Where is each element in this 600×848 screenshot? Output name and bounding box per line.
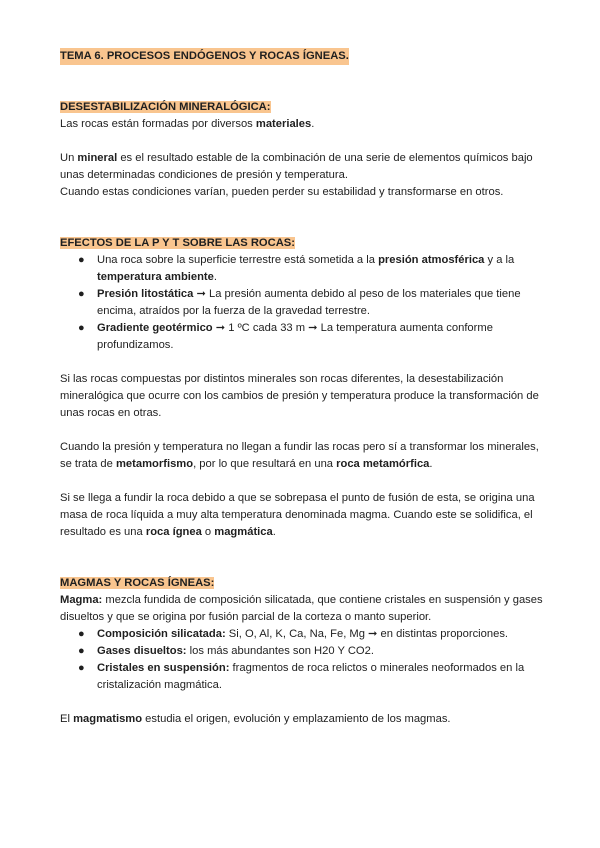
paragraph: Magma: mezcla fundida de composición silicatada, que contiene cristales en suspensión y gases disueltos y que se origina por fusión parcial de la corteza o manto superior.	[60, 594, 543, 623]
list-item: ● Una roca sobre la superficie terrestre está sometida a la presión atmosférica y a la temperatura ambiente.	[78, 254, 515, 283]
list-item: ● Gases disueltos: los más abundantes son H20 Y CO2.	[97, 643, 550, 660]
document-page	[60, 48, 550, 728]
paragraph: Si las rocas compuestas por distintos minerales son rocas diferentes, la desestabilización mineralógica que ocurre con los cambios de presión y temperatura produce la transformación de unas rocas en otras.	[60, 373, 539, 419]
section-desestabilizacion	[60, 99, 550, 201]
section-efectos	[60, 235, 550, 541]
bullet-icon: ●	[78, 288, 85, 300]
section-heading: MAGMAS Y ROCAS ÍGNEAS:	[60, 577, 215, 589]
section-heading: DESESTABILIZACIÓN MINERALÓGICA:	[60, 101, 271, 113]
paragraph: Cuando la presión y temperatura no llegan a fundir las rocas pero sí a transformar los minerales, se trata de metamorfismo, por lo que resultará en una roca metamórfica.	[60, 441, 539, 470]
paragraph: El magmatismo estudia el origen, evolución y emplazamiento de los magmas.	[60, 713, 451, 725]
bullet-list	[60, 626, 550, 694]
list-item: ● Presión litostática ➞ La presión aumenta debido al peso de los materiales que tiene encima, atraídos por la fuerza de la gravedad terrestre.	[78, 288, 521, 317]
bullet-icon: ●	[78, 662, 85, 674]
paragraph: Cuando estas condiciones varían, pueden perder su estabilidad y transformarse en otros.	[60, 186, 504, 198]
paragraph: Las rocas están formadas por diversos materiales.	[60, 118, 315, 130]
list-item: ● Gradiente geotérmico ➞ 1 ºC cada 33 m ➞ La temperatura aumenta conforme profundizamos.	[78, 322, 493, 351]
section-heading: EFECTOS DE LA P Y T SOBRE LAS ROCAS:	[60, 237, 295, 249]
bullet-icon: ●	[78, 645, 85, 657]
bullet-icon: ●	[78, 322, 85, 334]
section-magmas	[60, 575, 550, 728]
paragraph: Si se llega a fundir la roca debido a que se sobrepasa el punto de fusión de esta, se origina una masa de roca líquida a muy alta temperatura denominada magma. Cuando este se solidifica, el resultado es una roca ígnea o magmática.	[60, 492, 535, 538]
bullet-list	[60, 252, 550, 354]
page-title: TEMA 6. PROCESOS ENDÓGENOS Y ROCAS ÍGNEAS.	[60, 48, 349, 65]
list-item: ● Cristales en suspensión: fragmentos de roca relictos o minerales neoformados en la cristalización magmática.	[78, 662, 525, 691]
bullet-icon: ●	[78, 628, 85, 640]
paragraph: Un mineral es el resultado estable de la combinación de una serie de elementos químicos bajo unas determinadas condiciones de presión y temperatura.	[60, 152, 533, 181]
list-item: ● Composición silicatada: Si, O, Al, K, Ca, Na, Fe, Mg ➞ en distintas proporciones.	[97, 626, 550, 643]
bullet-icon: ●	[78, 254, 85, 266]
